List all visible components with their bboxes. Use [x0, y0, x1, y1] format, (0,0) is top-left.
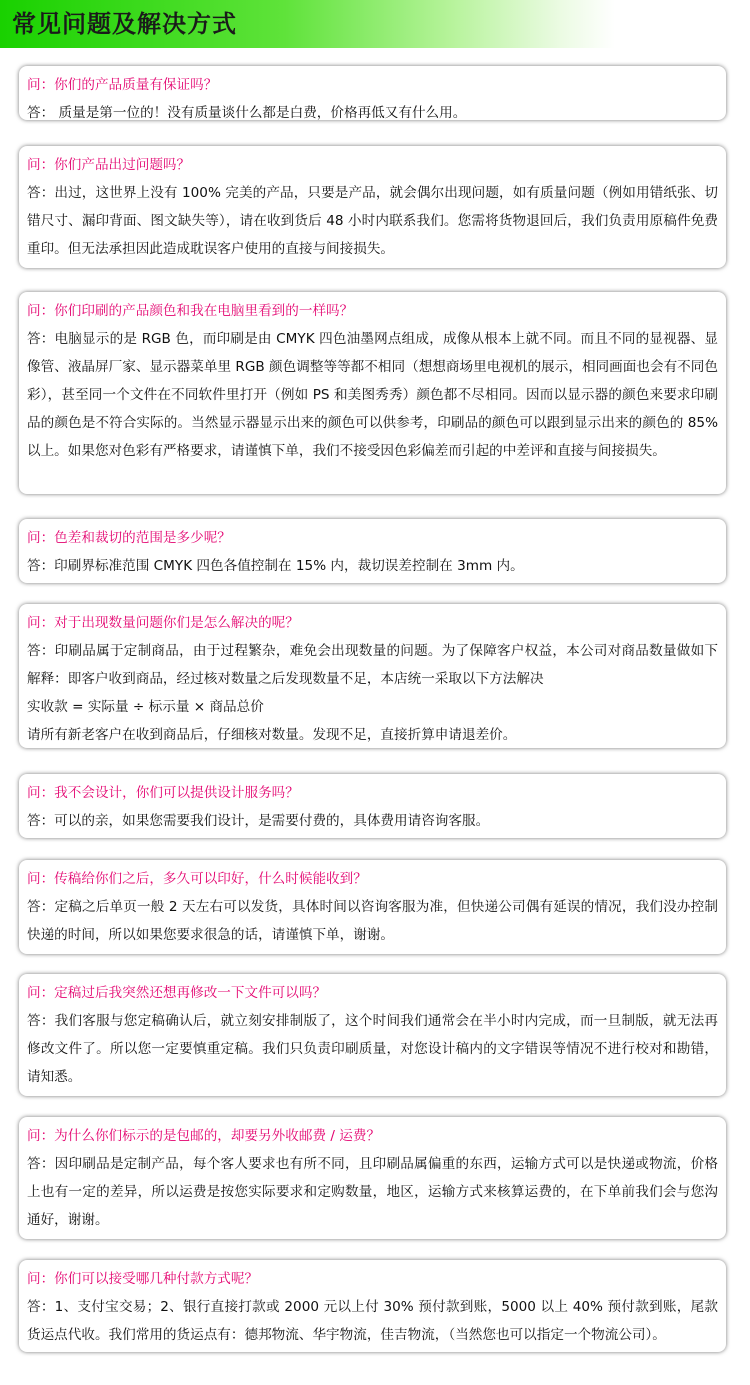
- faq-question: 问：你们印刷的产品颜色和我在电脑里看到的一样吗？: [27, 303, 354, 319]
- faq-card: [19, 292, 726, 494]
- faq-answer: [27, 1007, 718, 1091]
- faq-answer: [27, 637, 718, 749]
- faq-answer-line: 答： 质量是第一位的！没有质量谈什么都是白费，价格再低又有什么用。: [27, 105, 467, 121]
- faq-question: 问：你们产品出过问题吗？: [27, 157, 191, 173]
- faq-card: [19, 1260, 726, 1352]
- page-header: [0, 0, 750, 48]
- faq-answer: [27, 1293, 718, 1349]
- faq-answer-line: 答：印刷界标准范围 CMYK 四色各值控制在 15% 内，裁切误差控制在 3mm 内。: [27, 558, 524, 574]
- faq-question: 问：我不会设计，你们可以提供设计服务吗？: [27, 785, 299, 801]
- faq-answer: [27, 552, 718, 580]
- faq-card: [19, 974, 726, 1096]
- faq-answer-line: 答：出过，这世界上没有 100% 完美的产品，只要是产品，就会偶尔出现问题，如有质量问题（例如用错纸张、切错尺寸、漏印背面、图文缺失等），请在收到货后 48 小时内联系我们。您需将货物退回后，我们负责用原稿件免费重印。但无法承担因此造成耽误客户使用的直接与间接损失。: [27, 185, 718, 257]
- faq-card: [19, 519, 726, 583]
- faq-answer: [27, 893, 718, 949]
- page-title: 常见问题及解决方式: [12, 10, 237, 38]
- faq-answer: [27, 325, 718, 465]
- faq-card: [19, 1117, 726, 1239]
- faq-question: 问：色差和裁切的范围是多少呢？: [27, 530, 231, 546]
- faq-card: [19, 774, 726, 838]
- faq-question: 问：为什么你们标示的是包邮的，却要另外收邮费 / 运费？: [27, 1128, 381, 1144]
- faq-answer-line: 答：印刷品属于定制商品，由于过程繁杂，难免会出现数量的问题。为了保障客户权益，本公司对商品数量做如下解释：即客户收到商品，经过核对数量之后发现数量不足，本店统一采取以下方法解决: [27, 643, 718, 687]
- faq-question: 问：你们的产品质量有保证吗？: [27, 77, 218, 93]
- faq-question: 问：传稿给你们之后，多久可以印好，什么时候能收到？: [27, 871, 367, 887]
- faq-answer-line: 答：我们客服与您定稿确认后，就立刻安排制版了，这个时间我们通常会在半小时内完成，而一旦制版，就无法再修改文件了。所以您一定要慎重定稿。我们只负责印刷质量，对您设计稿内的文字错误等情况不进行校对和勘错，请知悉。: [27, 1013, 718, 1085]
- faq-answer-line: 实收款 = 实际量 ÷ 标示量 × 商品总价: [27, 699, 264, 715]
- faq-answer-line: 答：可以的亲，如果您需要我们设计，是需要付费的，具体费用请咨询客服。: [27, 813, 490, 829]
- faq-answer: [27, 99, 718, 127]
- faq-card: [19, 604, 726, 748]
- faq-answer-line: 答：电脑显示的是 RGB 色，而印刷是由 CMYK 四色油墨网点组成，成像从根本上就不同。而且不同的显视器、显像管、液晶屏厂家、显示器菜单里 RGB 颜色调整等等都不相同（想想商场里电视机的展示，相同画面也会有不同色彩），甚至同一个文件在不同软件里打开（例如 PS 和美图秀秀）颜色都不尽相同。因而以显示器的颜色来要求印刷品的颜色是不符合实际的。当然显示器显示出来的颜色可以供参考，印刷品的颜色可以跟到显示出来的颜色的 85% 以上。如果您对色彩有严格要求，请谨慎下单，我们不接受因色彩偏差而引起的中差评和直接与间接损失。: [27, 331, 718, 459]
- faq-answer-line: 答：1、支付宝交易；2、银行直接打款或 2000 元以上付 30% 预付款到账，5000 以上 40% 预付款到账，尾款货运点代收。我们常用的货运点有：德邦物流、华宇物流，佳吉物流，（当然您也可以指定一个物流公司）。: [27, 1299, 718, 1343]
- faq-card: [19, 66, 726, 120]
- faq-answer-line: 答：定稿之后单页一般 2 天左右可以发货，具体时间以咨询客服为准，但快递公司偶有延误的情况，我们没办控制快递的时间，所以如果您要求很急的话，请谨慎下单，谢谢。: [27, 899, 718, 943]
- faq-answer: [27, 1150, 718, 1234]
- faq-question: 问：你们可以接受哪几种付款方式呢？: [27, 1271, 259, 1287]
- faq-answer-line: 答：因印刷品是定制产品，每个客人要求也有所不同，且印刷品属偏重的东西，运输方式可以是快递或物流，价格上也有一定的差异，所以运费是按您实际要求和定购数量，地区，运输方式来核算运费的，在下单前我们会与您沟通好，谢谢。: [27, 1156, 718, 1228]
- faq-answer-line: 请所有新老客户在收到商品后，仔细核对数量。发现不足，直接折算申请退差价。: [27, 727, 517, 743]
- faq-card: [19, 860, 726, 954]
- faq-card: [19, 146, 726, 268]
- faq-question: 问：定稿过后我突然还想再修改一下文件可以吗？: [27, 985, 327, 1001]
- faq-question: 问：对于出现数量问题你们是怎么解决的呢？: [27, 615, 299, 631]
- faq-answer: [27, 179, 718, 263]
- faq-answer: [27, 807, 718, 835]
